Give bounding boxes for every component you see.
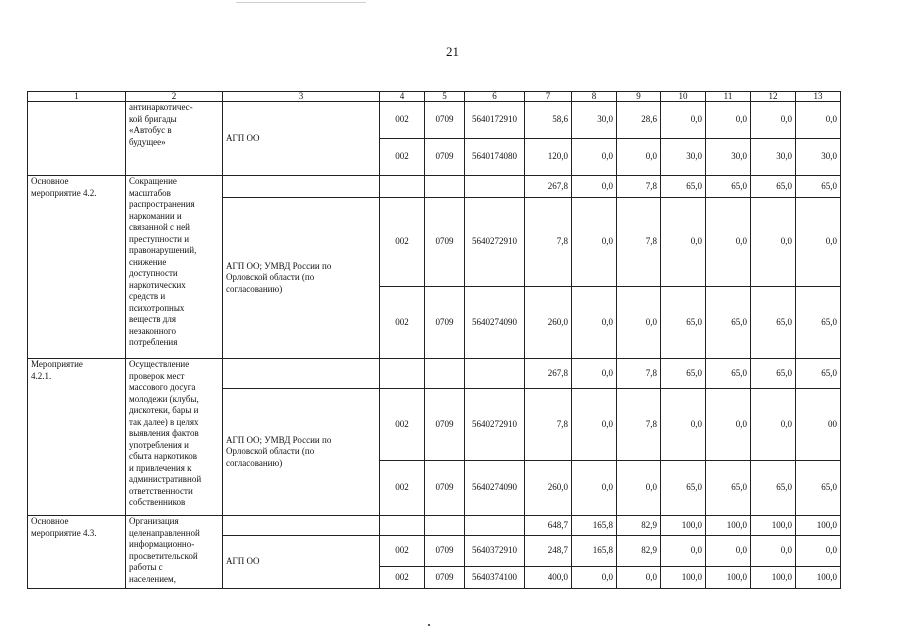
measure-total-row <box>28 176 841 198</box>
total-value: 65,0 <box>796 359 841 389</box>
total-value: 65,0 <box>751 176 796 198</box>
funding-value: 0,0 <box>751 198 796 287</box>
funding-value: 165,8 <box>572 536 617 567</box>
column-number-header: 11 <box>706 92 751 102</box>
column-number-header: 7 <box>525 92 572 102</box>
funding-value: 0,0 <box>796 102 841 139</box>
total-value: 65,0 <box>661 176 706 198</box>
column-number-header: 12 <box>751 92 796 102</box>
funding-value: 65,0 <box>706 461 751 516</box>
funding-value: 0,0 <box>661 102 706 139</box>
scan-artifact-line <box>236 2 366 3</box>
code-grbs: 002 <box>380 139 425 176</box>
code-grbs: 002 <box>380 536 425 567</box>
code-csr: 5640174080 <box>465 139 525 176</box>
funding-value: 65,0 <box>661 461 706 516</box>
funding-value: 82,9 <box>617 536 661 567</box>
funding-value: 100,0 <box>796 567 841 589</box>
executor-empty <box>223 359 380 389</box>
funding-value: 30,0 <box>706 139 751 176</box>
code-csr: 5640374100 <box>465 567 525 589</box>
funding-value: 0,0 <box>617 567 661 589</box>
code-rzpr: 0709 <box>425 567 465 589</box>
funding-value: 0,0 <box>661 536 706 567</box>
funding-value: 7,8 <box>617 389 661 461</box>
measure-name: Основное мероприятие 4.2. <box>28 176 126 359</box>
funding-value: 0,0 <box>617 461 661 516</box>
total-value: 82,9 <box>617 516 661 536</box>
total-value: 0,0 <box>572 359 617 389</box>
funding-value: 0,0 <box>572 139 617 176</box>
code-rzpr: 0709 <box>425 389 465 461</box>
funding-value: 30,0 <box>572 102 617 139</box>
funding-value: 58,6 <box>525 102 572 139</box>
total-value: 648,7 <box>525 516 572 536</box>
code-empty <box>380 359 425 389</box>
funding-value: 65,0 <box>751 287 796 359</box>
measure-name: Основное мероприятие 4.3. <box>28 516 126 589</box>
code-rzpr: 0709 <box>425 139 465 176</box>
scan-speck <box>428 624 430 626</box>
measure-name: Мероприятие 4.2.1. <box>28 359 126 516</box>
funding-value: 0,0 <box>751 389 796 461</box>
funding-value: 65,0 <box>751 461 796 516</box>
funding-value: 0,0 <box>617 287 661 359</box>
total-value: 267,8 <box>525 359 572 389</box>
code-empty <box>425 359 465 389</box>
budget-table <box>27 91 841 589</box>
funding-value: 0,0 <box>572 287 617 359</box>
measure-description: Организация целенаправленной информационно- просветительской работы с населением, <box>126 516 223 589</box>
executor-empty <box>223 176 380 198</box>
funding-value: 400,0 <box>525 567 572 589</box>
total-value: 65,0 <box>706 359 751 389</box>
funding-value: 0,0 <box>751 102 796 139</box>
funding-value: 0,0 <box>796 198 841 287</box>
column-number-header: 6 <box>465 92 525 102</box>
total-value: 0,0 <box>572 176 617 198</box>
funding-value: 0,0 <box>706 198 751 287</box>
executor-empty <box>223 516 380 536</box>
total-value: 100,0 <box>661 516 706 536</box>
measure-description: Сокращение масштабов распространения наркомании и связанной с ней преступности и правонарушений, снижение доступности наркотических средств и психотропных веществ для незаконного потребления <box>126 176 223 359</box>
funding-value: 7,8 <box>525 389 572 461</box>
funding-value: 0,0 <box>751 536 796 567</box>
column-number-header: 1 <box>28 92 126 102</box>
code-grbs: 002 <box>380 389 425 461</box>
code-grbs: 002 <box>380 198 425 287</box>
total-value: 100,0 <box>796 516 841 536</box>
funding-value: 0,0 <box>706 102 751 139</box>
measure-total-row <box>28 516 841 536</box>
code-empty <box>465 176 525 198</box>
executor: АГП ОО <box>223 102 380 176</box>
funding-value: 0,0 <box>572 567 617 589</box>
code-rzpr: 0709 <box>425 461 465 516</box>
code-rzpr: 0709 <box>425 198 465 287</box>
funding-row <box>28 102 841 139</box>
funding-value: 28,6 <box>617 102 661 139</box>
funding-value: 0,0 <box>796 536 841 567</box>
total-value: 65,0 <box>751 359 796 389</box>
column-number-header: 2 <box>126 92 223 102</box>
funding-value: 0,0 <box>617 139 661 176</box>
executor: АГП ОО; УМВД России по Орловской области (по согласованию) <box>223 389 380 516</box>
funding-value: 65,0 <box>706 287 751 359</box>
funding-value: 260,0 <box>525 461 572 516</box>
total-value: 7,8 <box>617 359 661 389</box>
code-empty <box>425 176 465 198</box>
code-empty <box>465 359 525 389</box>
code-csr: 5640272910 <box>465 198 525 287</box>
executor: АГП ОО; УМВД России по Орловской области (по согласованию) <box>223 198 380 359</box>
code-rzpr: 0709 <box>425 102 465 139</box>
measure-name <box>28 102 126 176</box>
funding-value: 65,0 <box>796 461 841 516</box>
column-number-header: 13 <box>796 92 841 102</box>
funding-value: 30,0 <box>796 139 841 176</box>
funding-value: 260,0 <box>525 287 572 359</box>
funding-value: 7,8 <box>525 198 572 287</box>
total-value: 165,8 <box>572 516 617 536</box>
code-grbs: 002 <box>380 567 425 589</box>
funding-value: 0,0 <box>572 461 617 516</box>
funding-value: 0,0 <box>706 536 751 567</box>
measure-total-row <box>28 359 841 389</box>
funding-value: 0,0 <box>661 389 706 461</box>
funding-value: 0,0 <box>572 389 617 461</box>
code-empty <box>425 516 465 536</box>
funding-value: 120,0 <box>525 139 572 176</box>
funding-value: 0,0 <box>706 389 751 461</box>
code-empty <box>465 516 525 536</box>
column-number-header: 10 <box>661 92 706 102</box>
executor: АГП ОО <box>223 536 380 589</box>
column-number-header: 9 <box>617 92 661 102</box>
funding-value: 00 <box>796 389 841 461</box>
code-grbs: 002 <box>380 287 425 359</box>
code-empty <box>380 176 425 198</box>
funding-value: 65,0 <box>796 287 841 359</box>
funding-value: 65,0 <box>661 287 706 359</box>
total-value: 100,0 <box>706 516 751 536</box>
code-empty <box>380 516 425 536</box>
header-row <box>28 92 841 102</box>
funding-value: 248,7 <box>525 536 572 567</box>
code-grbs: 002 <box>380 461 425 516</box>
funding-value: 7,8 <box>617 198 661 287</box>
funding-value: 30,0 <box>751 139 796 176</box>
column-number-header: 8 <box>572 92 617 102</box>
code-csr: 5640274090 <box>465 287 525 359</box>
funding-value: 0,0 <box>572 198 617 287</box>
code-rzpr: 0709 <box>425 536 465 567</box>
measure-description: Осуществление проверок мест массового досуга молодежи (клубы, дискотеки, бары и так далее) в целях выявления фактов употребления и сбыта наркотиков и привлечения к административной ответственности собственников <box>126 359 223 516</box>
column-number-header: 4 <box>380 92 425 102</box>
measure-description: антинаркотичес- кой бригады «Автобус в будущее» <box>126 102 223 176</box>
total-value: 65,0 <box>706 176 751 198</box>
total-value: 267,8 <box>525 176 572 198</box>
code-rzpr: 0709 <box>425 287 465 359</box>
total-value: 65,0 <box>796 176 841 198</box>
funding-value: 100,0 <box>661 567 706 589</box>
total-value: 7,8 <box>617 176 661 198</box>
code-csr: 5640372910 <box>465 536 525 567</box>
code-csr: 5640274090 <box>465 461 525 516</box>
funding-value: 0,0 <box>661 198 706 287</box>
total-value: 100,0 <box>751 516 796 536</box>
funding-value: 30,0 <box>661 139 706 176</box>
funding-value: 100,0 <box>706 567 751 589</box>
code-csr: 5640172910 <box>465 102 525 139</box>
code-grbs: 002 <box>380 102 425 139</box>
funding-value: 100,0 <box>751 567 796 589</box>
code-csr: 5640272910 <box>465 389 525 461</box>
page-number: 21 <box>446 44 459 59</box>
column-number-header: 5 <box>425 92 465 102</box>
column-number-header: 3 <box>223 92 380 102</box>
total-value: 65,0 <box>661 359 706 389</box>
